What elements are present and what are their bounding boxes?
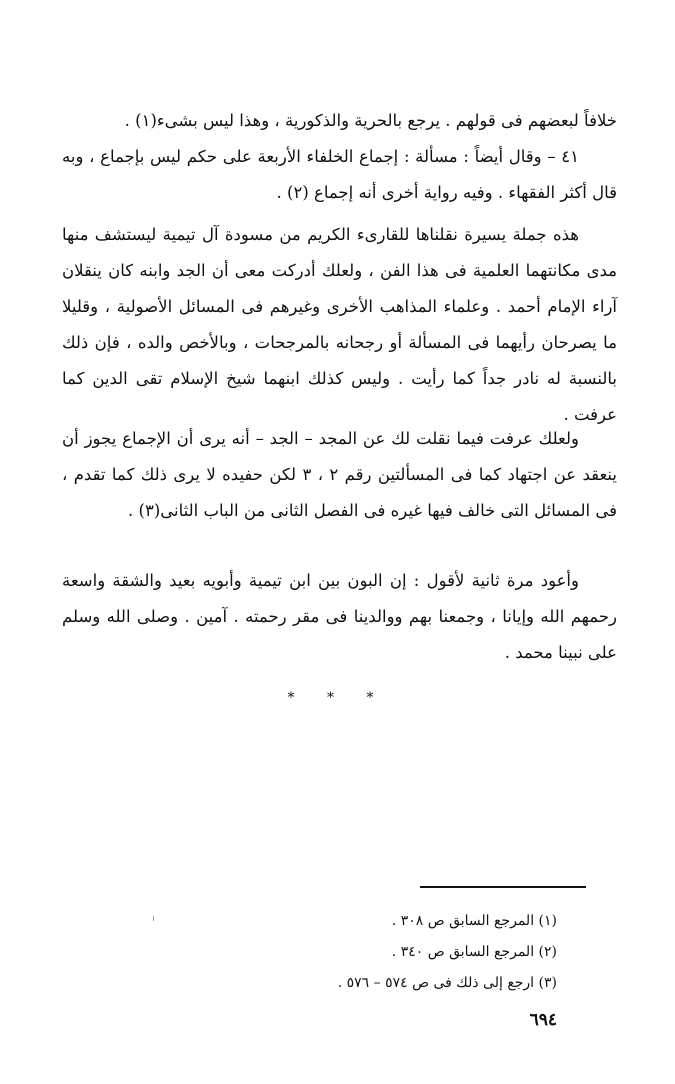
ijma-paragraph: ولعلك عرفت فيما نقلت لك عن المجد – الجد – أنه يرى أن الإجماع يجوز أن ينعقد عن اجتهاد كما فى المسألتين رقم ٢ ، ٣ لكن حفيده لا يرى ذلك كما تقدم ، فى المسائل التى خالف فيها غيره فى الفصل الثانى من الباب الثانى(٣) . bbox=[62, 428, 617, 520]
scan-speck bbox=[153, 916, 154, 921]
section-separator: * * * bbox=[287, 690, 388, 706]
intro-paragraph: خلافاً لبعضهم فى قولهم . يرجع بالحرية والذكورية ، وهذا ليس بشىء(١) . bbox=[124, 110, 617, 130]
page-number: ٦٩٤ bbox=[529, 1010, 557, 1030]
footnote-2: (٢) المرجع السابق ص ٣٤٠ . bbox=[391, 944, 557, 960]
summary-paragraph: هذه جملة يسيرة نقلناها للقارىء الكريم من مسودة آل تيمية ليستشف منها مدى مكانتهما العلمية فى هذا الفن ، ولعلك أدركت معى أن الجد وابنه كان ينقلان آراء الإمام أحمد . وعلماء المذاهب الأخرى وغيرهم فى المسائل الأصولية ، وقليلا ما يصرحان رأيهما فى المسألة أو رجحانه بالمرجحات ، وبالأخص والده ، فإن ذلك بالنسبة له نادر جداً كما رأيت . وليس كذلك ابنهما شيخ الإسلام تقى الدين كما عرفت . bbox=[62, 224, 617, 424]
closing-paragraph: وأعود مرة ثانية لأقول : إن البون بين ابن تيمية وأبويه بعيد والشقة واسعة رحمهم الله وإيانا ، وجمعنا بهم ووالدينا فى مقر رحمته . آمين . وصلى الله وسلم على نبينا محمد . bbox=[62, 570, 617, 662]
footnote-1: (١) المرجع السابق ص ٣٠٨ . bbox=[391, 913, 557, 929]
footnote-3: (٣) ارجع إلى ذلك فى ص ٥٧٤ – ٥٧٦ . bbox=[337, 975, 557, 991]
footnote-divider bbox=[420, 886, 586, 888]
footnotes bbox=[157, 906, 557, 999]
item-41-paragraph: ٤١ – وقال أيضاً : مسألة : إجماع الخلفاء الأربعة على حكم ليس بإجماع ، وبه قال أكثر الفقهاء . وفيه رواية أخرى أنه إجماع (٢) . bbox=[62, 146, 617, 202]
